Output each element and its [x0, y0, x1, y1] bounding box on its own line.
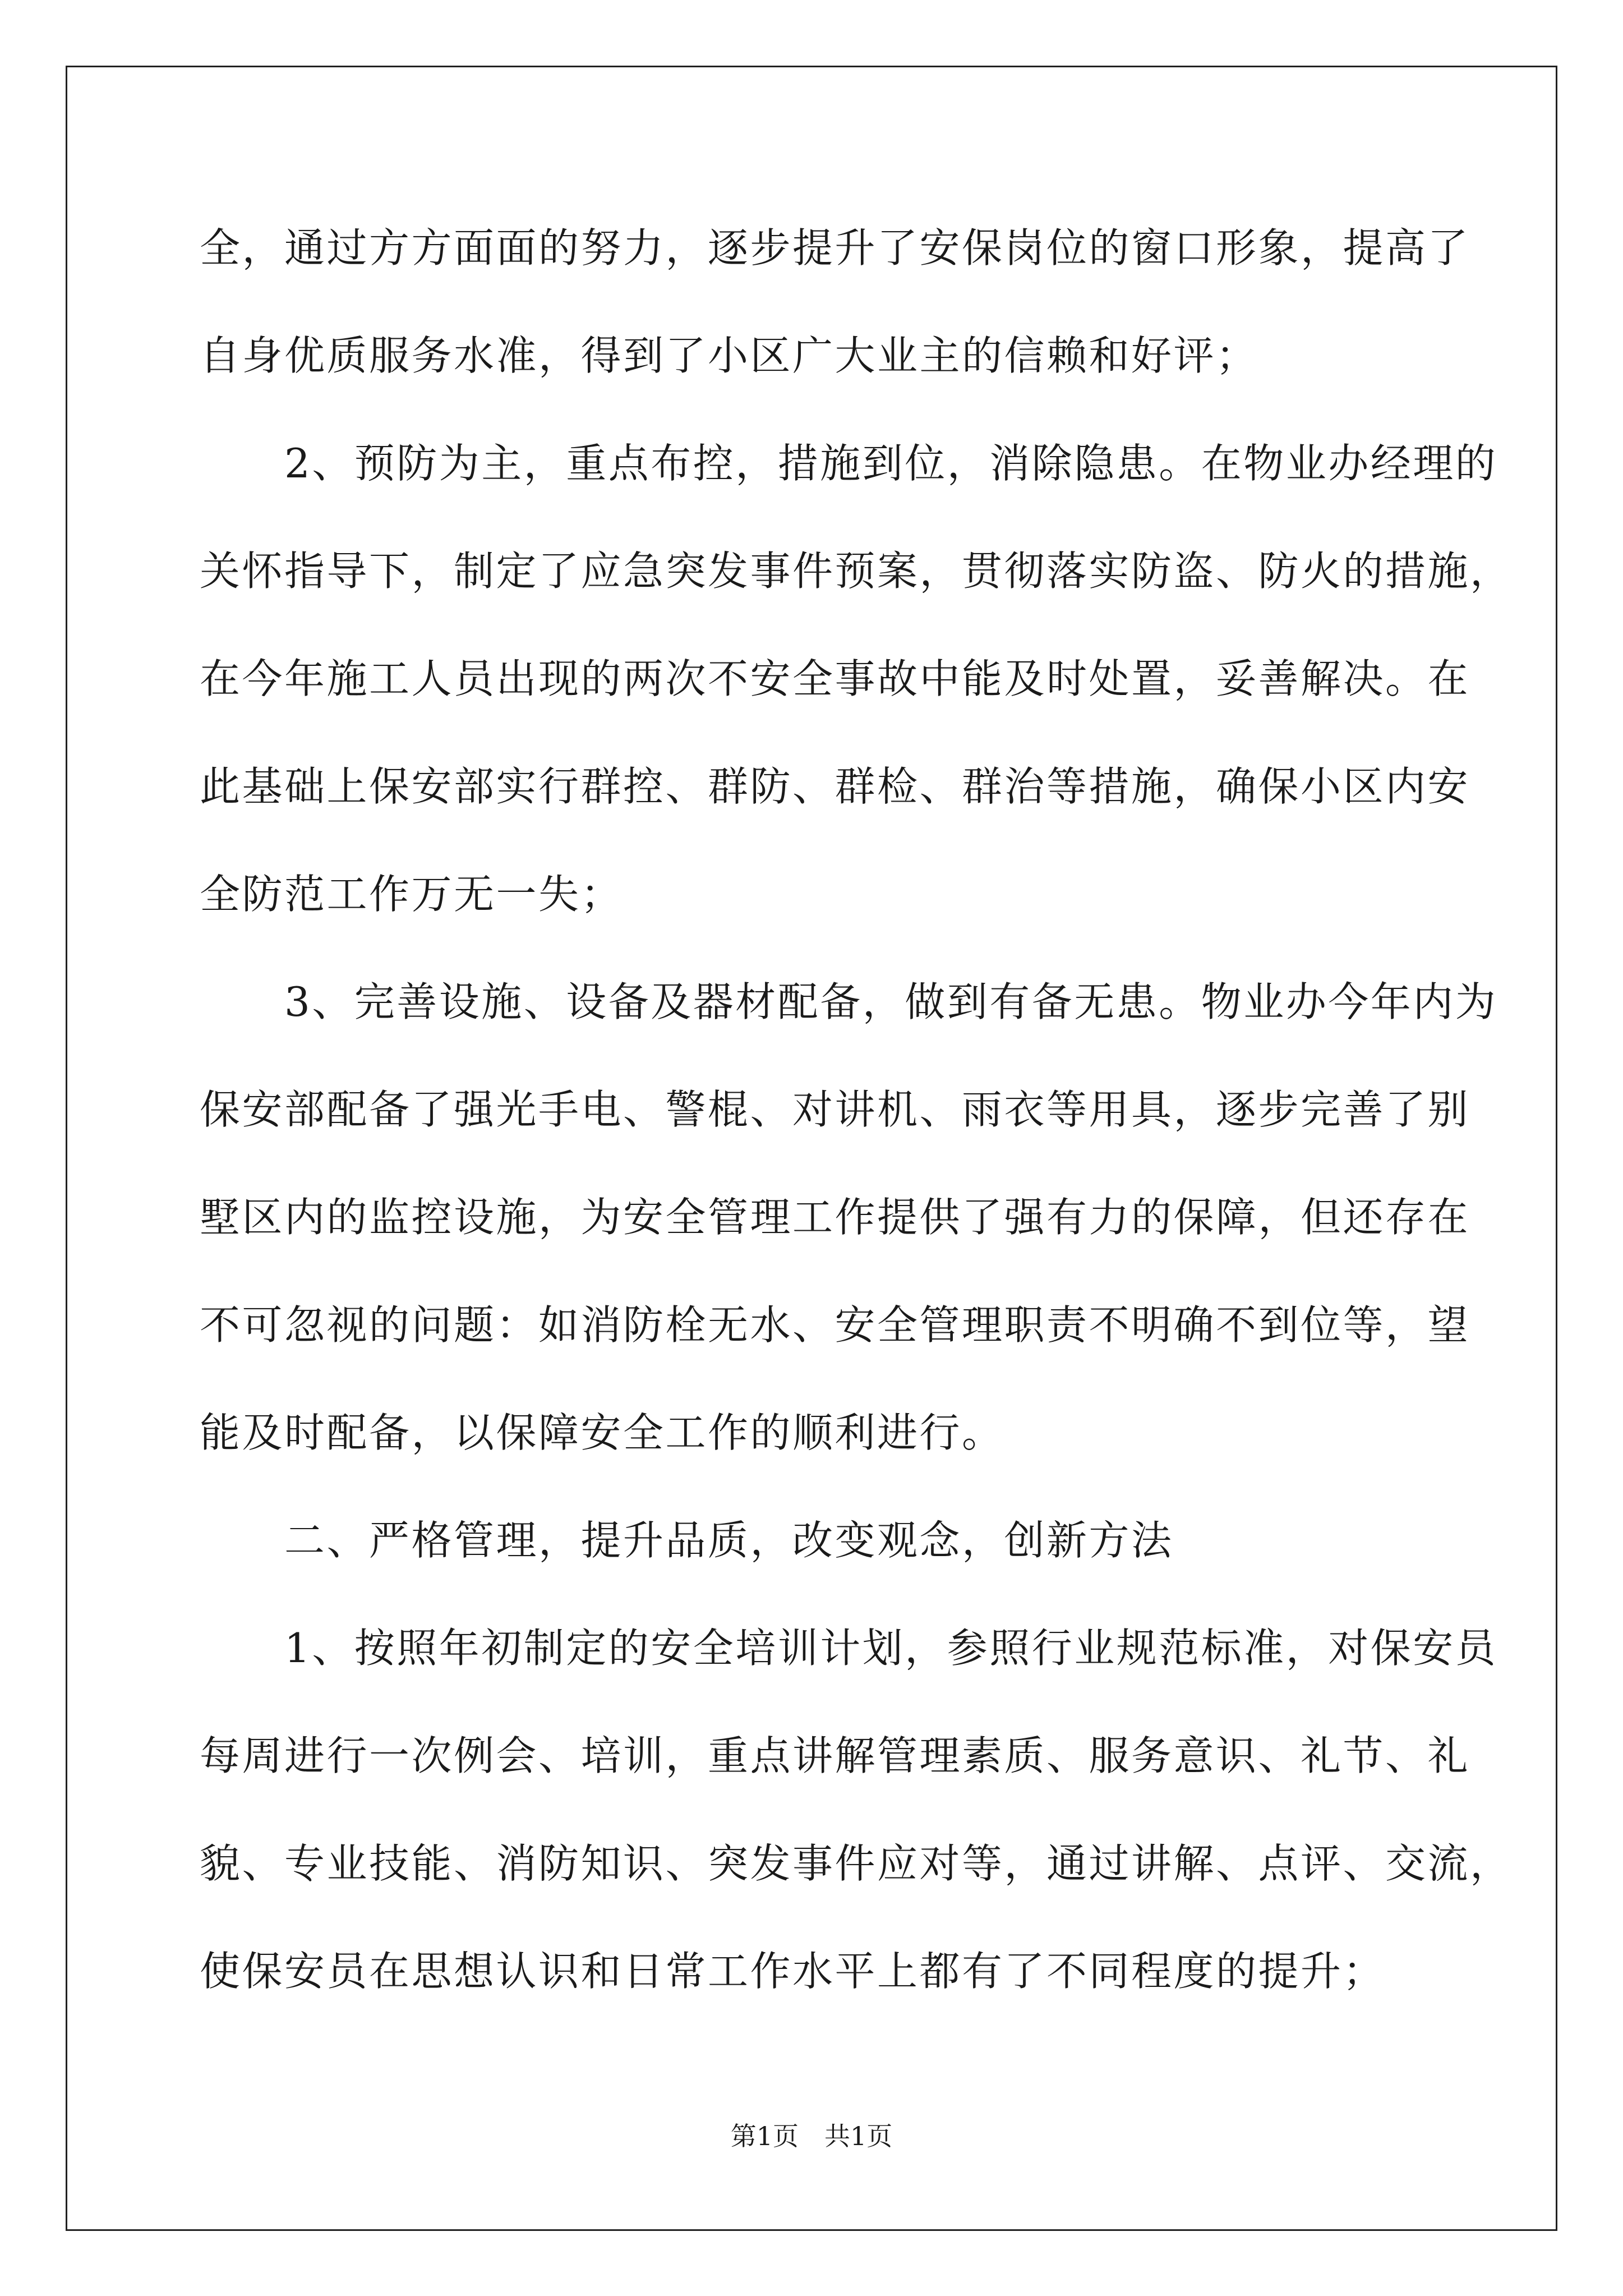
page-number-footer: 第1页 共1页 — [730, 2121, 893, 2151]
text-line: 全，通过方方面面的努力，逐步提升了安保岗位的窗口形象，提高了 — [200, 224, 1470, 272]
text-line: 自身优质服务水准，得到了小区广大业主的信赖和好评； — [200, 332, 1258, 379]
text-line: 每周进行一次例会、培训，重点讲解管理素质、服务意识、礼节、礼 — [200, 1732, 1470, 1779]
text-line: 保安部配备了强光手电、警棍、对讲机、雨衣等用具，逐步完善了别 — [200, 1086, 1470, 1133]
text-line: 1、按照年初制定的安全培训计划，参照行业规范标准，对保安员 — [200, 1625, 1498, 1672]
text-line: 此基础上保安部实行群控、群防、群检、群治等措施，确保小区内安 — [200, 763, 1470, 810]
text-line: 墅区内的监控设施，为安全管理工作提供了强有力的保障，但还存在 — [200, 1194, 1470, 1241]
text-line: 关怀指导下，制定了应急突发事件预案，贯彻落实防盗、防火的措施， — [200, 547, 1513, 595]
text-line: 不可忽视的问题：如消防栓无水、安全管理职责不明确不到位等，望 — [200, 1301, 1470, 1349]
text-line: 貌、专业技能、消防知识、突发事件应对等，通过讲解、点评、交流， — [200, 1840, 1513, 1887]
section-heading: 二、严格管理，提升品质，改变观念，创新方法 — [200, 1517, 1174, 1564]
text-line: 使保安员在思想认识和日常工作水平上都有了不同程度的提升； — [200, 1948, 1386, 1995]
document-body — [200, 194, 1513, 2025]
text-line: 2、预防为主，重点布控，措施到位，消除隐患。在物业办经理的 — [200, 440, 1498, 487]
text-line: 3、完善设施、设备及器材配备，做到有备无患。物业办今年内为 — [200, 978, 1498, 1025]
text-line: 能及时配备，以保障安全工作的顺利进行。 — [200, 1409, 1004, 1456]
text-line: 在今年施工人员出现的两次不安全事故中能及时处置，妥善解决。在 — [200, 655, 1470, 702]
text-line: 全防范工作万无一失； — [200, 871, 624, 918]
